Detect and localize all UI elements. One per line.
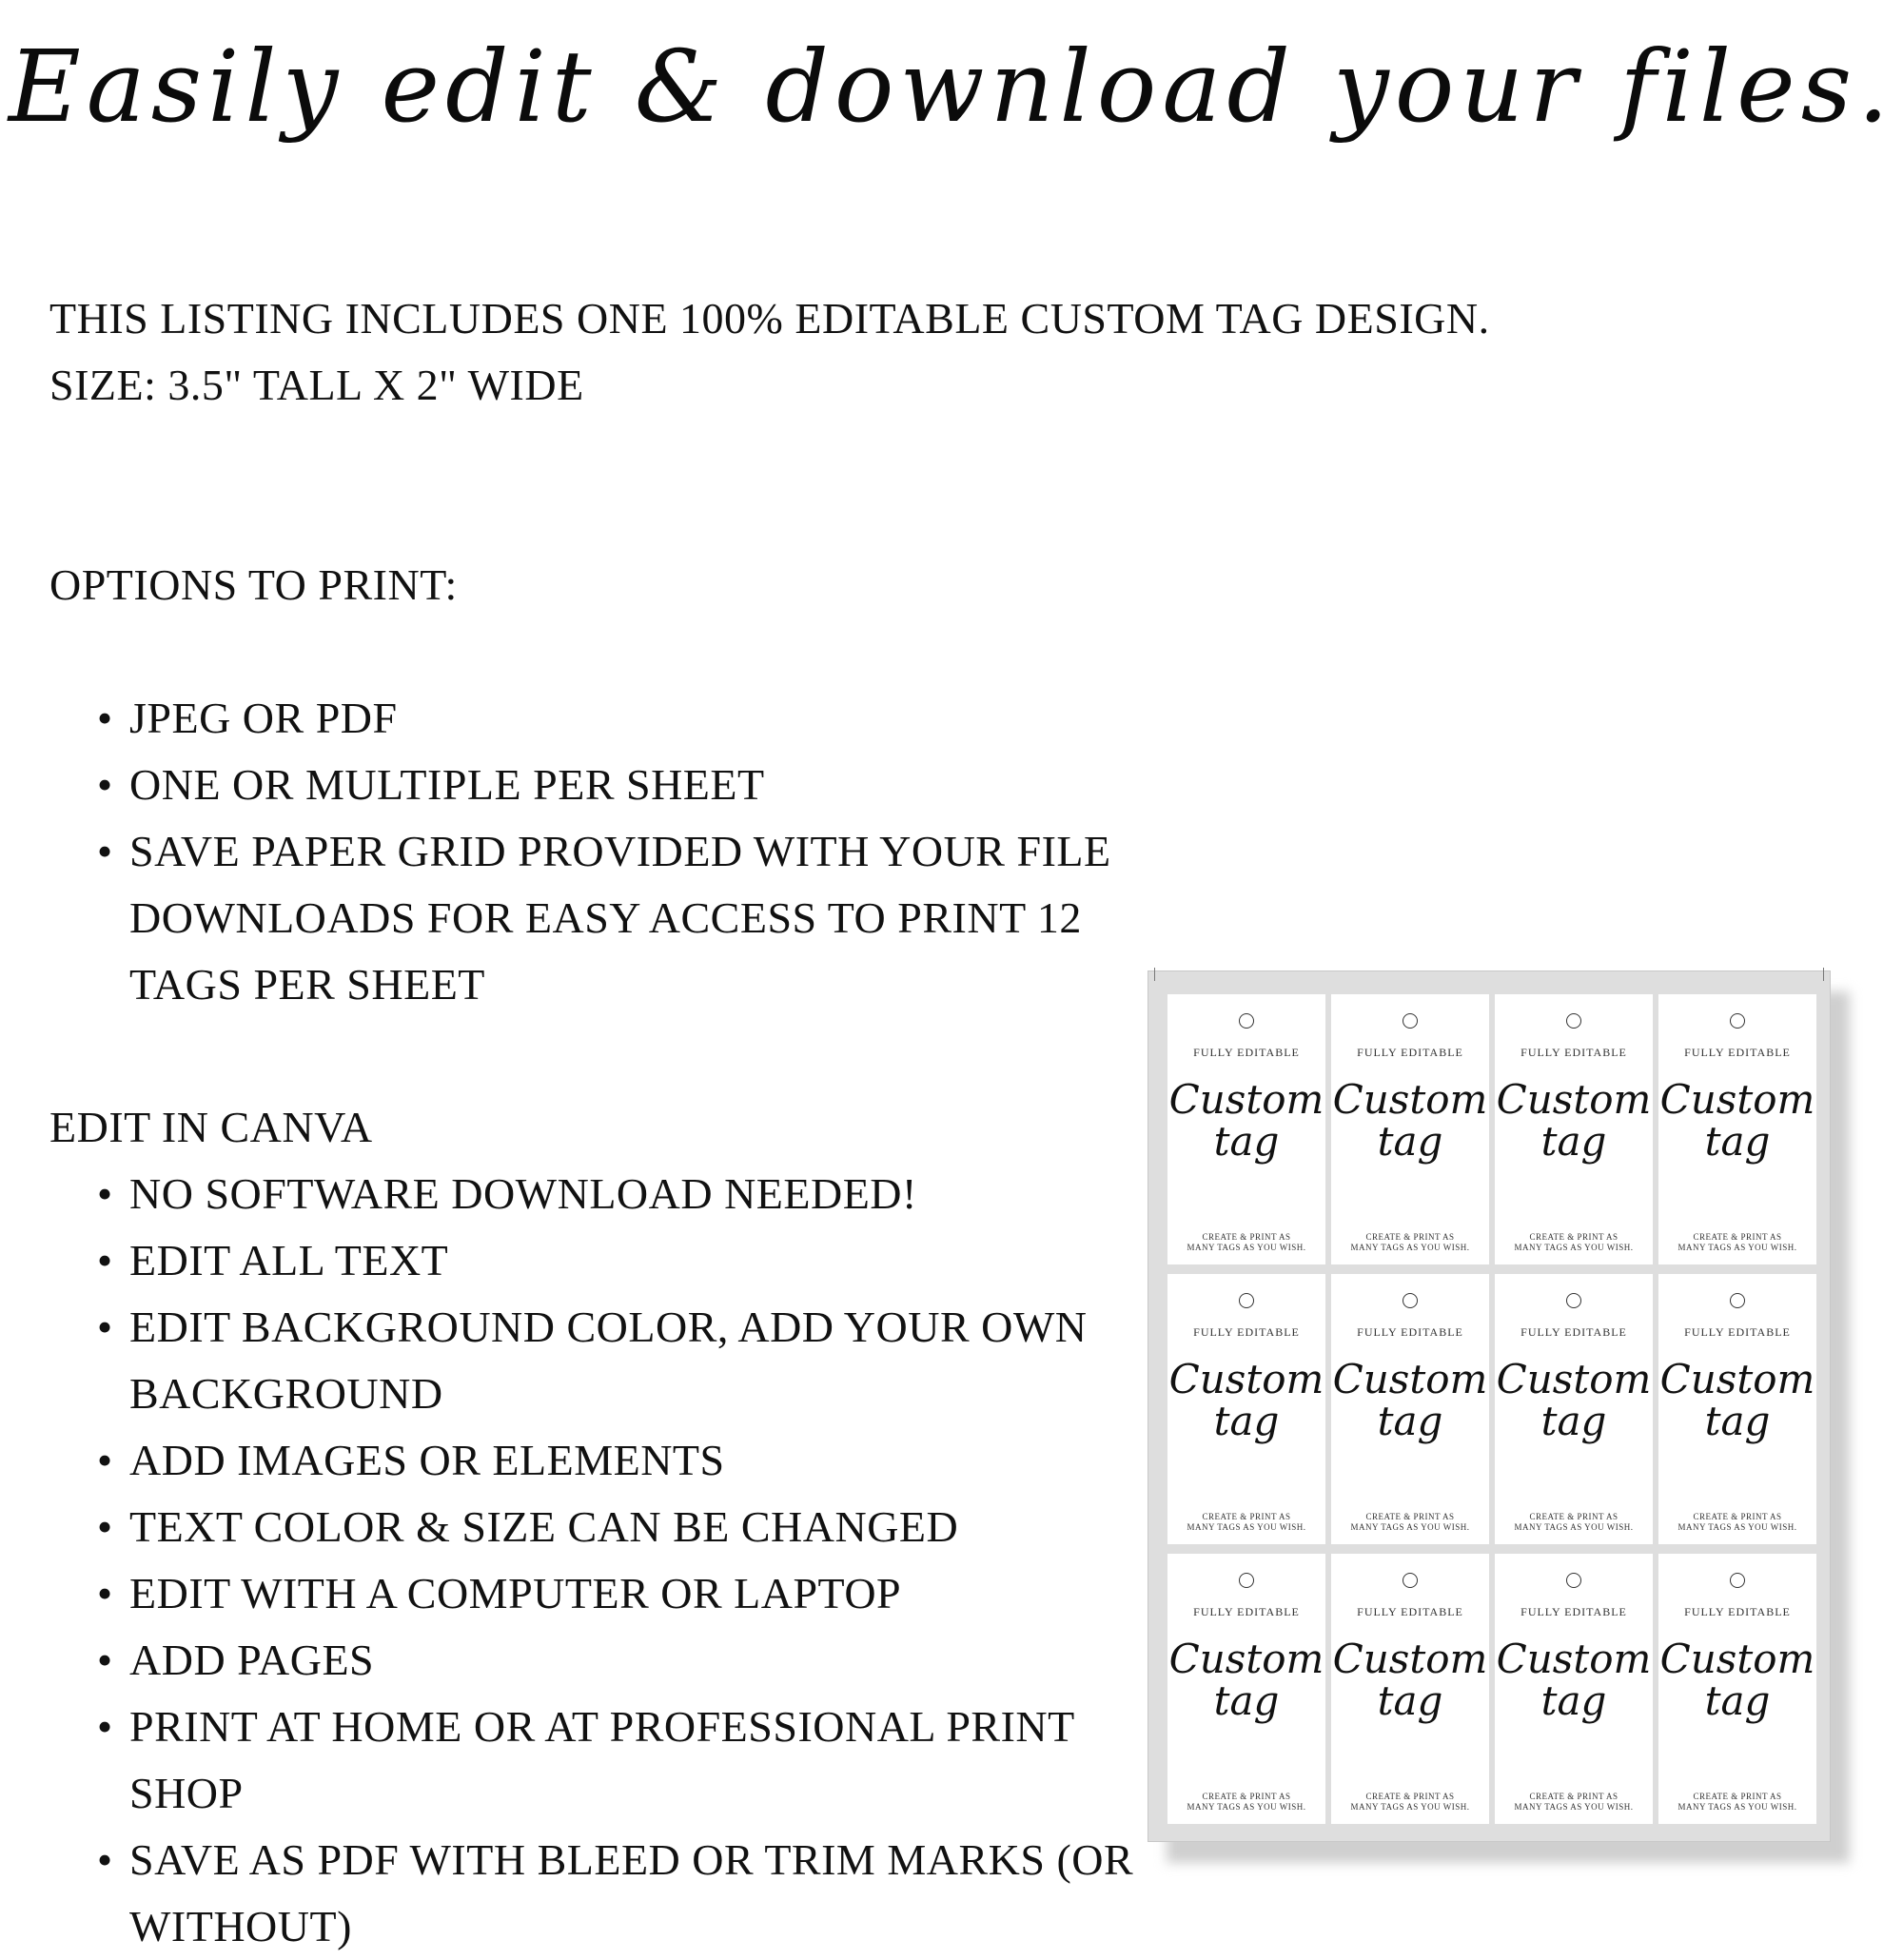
- list-item: • JPEG OR PDF: [129, 685, 1191, 752]
- tag-top-text: FULLY EDITABLE: [1357, 1325, 1463, 1339]
- tag-script-tag: tag: [1213, 1677, 1280, 1724]
- tag-script-custom: Custom: [1332, 1636, 1488, 1682]
- tag-script-tag: tag: [1213, 1118, 1280, 1165]
- list-item: • EDIT ALL TEXT: [129, 1227, 1157, 1294]
- tag-bottom-text: [1167, 1232, 1325, 1253]
- list-item: • ADD IMAGES OR ELEMENTS: [129, 1427, 1157, 1494]
- tag-bottom-line-2: MANY TAGS AS YOU WISH.: [1677, 1522, 1797, 1532]
- tag-script-custom: Custom: [1496, 1356, 1652, 1402]
- print-options-heading: OPTIONS TO PRINT:: [49, 560, 458, 609]
- tag-top-text: FULLY EDITABLE: [1520, 1605, 1627, 1618]
- tag-bottom-text: [1331, 1512, 1489, 1533]
- hole-punch-icon: [1403, 1013, 1418, 1029]
- intro-line-2: SIZE: 3.5" TALL X 2" WIDE: [49, 361, 584, 409]
- edit-list: [49, 1161, 1157, 1960]
- tag-bottom-line-1: CREATE & PRINT AS: [1693, 1232, 1782, 1242]
- tag-bottom-text: [1167, 1512, 1325, 1533]
- tag-script-custom: Custom: [1659, 1636, 1815, 1682]
- list-item: • NO SOFTWARE DOWNLOAD NEEDED!: [129, 1161, 1157, 1227]
- tag-bottom-line-2: MANY TAGS AS YOU WISH.: [1514, 1802, 1634, 1812]
- tag-card: [1331, 994, 1489, 1264]
- tag-script-custom: Custom: [1332, 1356, 1488, 1402]
- print-sheet-mockup: [1148, 970, 1852, 1865]
- tag-card: [1331, 1554, 1489, 1824]
- tag-script-tag: tag: [1377, 1398, 1443, 1444]
- tag-bottom-line-2: MANY TAGS AS YOU WISH.: [1350, 1243, 1470, 1252]
- tag-bottom-line-1: CREATE & PRINT AS: [1529, 1792, 1619, 1801]
- tag-script-tag: tag: [1540, 1677, 1607, 1724]
- tag-sheet: [1148, 970, 1831, 1842]
- tag-bottom-text: [1331, 1232, 1489, 1253]
- tag-bottom-line-2: MANY TAGS AS YOU WISH.: [1677, 1243, 1797, 1252]
- tag-bottom-text: [1495, 1792, 1653, 1813]
- list-item: • ADD PAGES: [129, 1627, 1157, 1694]
- hole-punch-icon: [1566, 1293, 1581, 1308]
- tag-script-tag: tag: [1704, 1677, 1771, 1724]
- tag-card: [1495, 1274, 1653, 1544]
- tag-script-custom: Custom: [1168, 1636, 1324, 1682]
- tag-bottom-line-1: CREATE & PRINT AS: [1365, 1232, 1455, 1242]
- tag-bottom-line-2: MANY TAGS AS YOU WISH.: [1350, 1522, 1470, 1532]
- tag-bottom-line-1: CREATE & PRINT AS: [1529, 1512, 1619, 1521]
- tag-card: [1495, 1554, 1653, 1824]
- tag-bottom-line-1: CREATE & PRINT AS: [1365, 1792, 1455, 1801]
- hole-punch-icon: [1239, 1573, 1254, 1588]
- tag-top-text: FULLY EDITABLE: [1193, 1046, 1300, 1059]
- tag-bottom-line-1: CREATE & PRINT AS: [1202, 1512, 1291, 1521]
- hole-punch-icon: [1566, 1573, 1581, 1588]
- tag-card: [1495, 994, 1653, 1264]
- tag-top-text: FULLY EDITABLE: [1357, 1046, 1463, 1059]
- tag-top-text: FULLY EDITABLE: [1684, 1325, 1791, 1339]
- tag-bottom-text: [1658, 1512, 1816, 1533]
- tag-bottom-line-2: MANY TAGS AS YOU WISH.: [1187, 1243, 1306, 1252]
- tag-bottom-line-2: MANY TAGS AS YOU WISH.: [1677, 1802, 1797, 1812]
- list-item: • EDIT WITH A COMPUTER OR LAPTOP: [129, 1560, 1157, 1627]
- hole-punch-icon: [1403, 1293, 1418, 1308]
- tag-script-tag: tag: [1213, 1398, 1280, 1444]
- tag-bottom-text: [1331, 1792, 1489, 1813]
- tag-bottom-line-1: CREATE & PRINT AS: [1202, 1792, 1291, 1801]
- tag-script-custom: Custom: [1496, 1076, 1652, 1123]
- tag-top-text: FULLY EDITABLE: [1520, 1046, 1627, 1059]
- tag-card: [1331, 1274, 1489, 1544]
- tag-top-text: FULLY EDITABLE: [1684, 1046, 1791, 1059]
- hole-punch-icon: [1730, 1573, 1745, 1588]
- tag-bottom-line-1: CREATE & PRINT AS: [1693, 1512, 1782, 1521]
- tag-script-custom: Custom: [1659, 1356, 1815, 1402]
- tag-bottom-line-2: MANY TAGS AS YOU WISH.: [1187, 1522, 1306, 1532]
- tag-bottom-line-2: MANY TAGS AS YOU WISH.: [1350, 1802, 1470, 1812]
- tag-card: [1658, 994, 1816, 1264]
- tag-bottom-line-2: MANY TAGS AS YOU WISH.: [1514, 1243, 1634, 1252]
- tag-bottom-line-2: MANY TAGS AS YOU WISH.: [1514, 1522, 1634, 1532]
- tag-script-tag: tag: [1377, 1118, 1443, 1165]
- tag-top-text: FULLY EDITABLE: [1193, 1325, 1300, 1339]
- tag-top-text: FULLY EDITABLE: [1193, 1605, 1300, 1618]
- tag-bottom-line-1: CREATE & PRINT AS: [1693, 1792, 1782, 1801]
- tag-bottom-line-2: MANY TAGS AS YOU WISH.: [1187, 1802, 1306, 1812]
- tag-script-custom: Custom: [1659, 1076, 1815, 1123]
- tag-script-custom: Custom: [1168, 1356, 1324, 1402]
- edit-heading: EDIT IN CANVA: [49, 1103, 373, 1151]
- tag-card: [1658, 1274, 1816, 1544]
- tag-script-tag: tag: [1704, 1118, 1771, 1165]
- hole-punch-icon: [1403, 1573, 1418, 1588]
- list-item: • EDIT BACKGROUND COLOR, ADD YOUR OWN BACKGROUND: [129, 1294, 1157, 1427]
- list-item: • TEXT COLOR & SIZE CAN BE CHANGED: [129, 1494, 1157, 1560]
- tag-script-tag: tag: [1540, 1118, 1607, 1165]
- list-item: • SAVE PAPER GRID PROVIDED WITH YOUR FILE DOWNLOADS FOR EASY ACCESS TO PRINT 12 TAGS PER SHEET: [129, 818, 1176, 1018]
- tag-script-custom: Custom: [1332, 1076, 1488, 1123]
- hole-punch-icon: [1566, 1013, 1581, 1029]
- hole-punch-icon: [1730, 1293, 1745, 1308]
- tag-bottom-text: [1658, 1232, 1816, 1253]
- hole-punch-icon: [1239, 1293, 1254, 1308]
- tag-bottom-line-1: CREATE & PRINT AS: [1365, 1512, 1455, 1521]
- tag-script-tag: tag: [1377, 1677, 1443, 1724]
- crop-mark: [1823, 968, 1824, 981]
- tag-top-text: FULLY EDITABLE: [1684, 1605, 1791, 1618]
- list-item: • ONE OR MULTIPLE PER SHEET: [129, 752, 1191, 818]
- tag-top-text: FULLY EDITABLE: [1357, 1605, 1463, 1618]
- intro-line-1: THIS LISTING INCLUDES ONE 100% EDITABLE CUSTOM TAG DESIGN.: [49, 294, 1490, 343]
- tag-card: [1658, 1554, 1816, 1824]
- tag-bottom-text: [1658, 1792, 1816, 1813]
- print-options-list: [49, 685, 1191, 1018]
- tag-bottom-line-1: CREATE & PRINT AS: [1529, 1232, 1619, 1242]
- tag-script-custom: Custom: [1496, 1636, 1652, 1682]
- tag-bottom-text: [1495, 1512, 1653, 1533]
- tag-script-custom: Custom: [1168, 1076, 1324, 1123]
- list-item: • PRINT AT HOME OR AT PROFESSIONAL PRINT SHOP: [129, 1694, 1157, 1827]
- tag-bottom-line-1: CREATE & PRINT AS: [1202, 1232, 1291, 1242]
- tag-bottom-text: [1167, 1792, 1325, 1813]
- list-item: • SAVE AS PDF WITH BLEED OR TRIM MARKS (OR WITHOUT): [129, 1827, 1157, 1960]
- tag-card: [1167, 1554, 1325, 1824]
- tag-card: [1167, 1274, 1325, 1544]
- tag-top-text: FULLY EDITABLE: [1520, 1325, 1627, 1339]
- crop-mark: [1154, 968, 1155, 981]
- tag-script-tag: tag: [1704, 1398, 1771, 1444]
- tag-bottom-text: [1495, 1232, 1653, 1253]
- tag-script-tag: tag: [1540, 1398, 1607, 1444]
- page-title: Easily edit & download your files.: [8, 29, 1895, 145]
- hole-punch-icon: [1730, 1013, 1745, 1029]
- tag-card: [1167, 994, 1325, 1264]
- hole-punch-icon: [1239, 1013, 1254, 1029]
- tag-grid: [1167, 994, 1816, 1824]
